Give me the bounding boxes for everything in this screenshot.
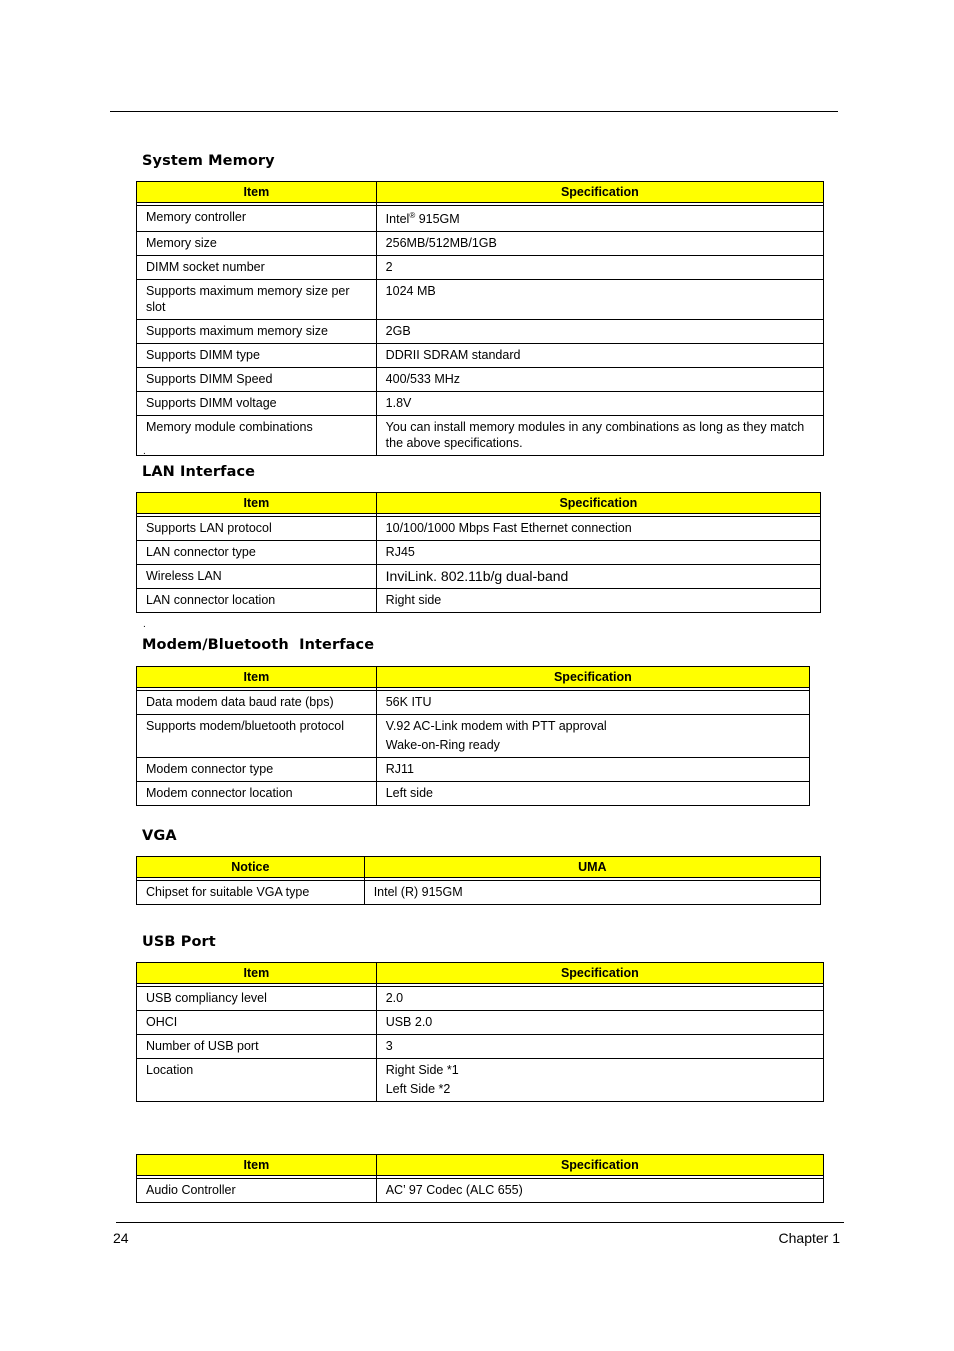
item-cell: Wireless LAN	[137, 565, 377, 589]
table-row	[137, 320, 824, 344]
item-cell: Audio Controller	[137, 1179, 377, 1203]
table-row	[137, 1179, 824, 1203]
section-title-modem-bluetooth-interface	[142, 637, 374, 653]
table-row	[137, 541, 821, 565]
item-cell: Supports LAN protocol	[137, 517, 377, 541]
table-header-row	[137, 182, 824, 203]
column-header-specification: Specification	[376, 963, 823, 984]
spec-cell	[376, 206, 823, 232]
item-cell: OHCI	[137, 1011, 377, 1035]
chapter-label: Chapter 1	[778, 1230, 840, 1246]
table-row	[137, 416, 824, 456]
column-header-specification: Specification	[376, 493, 820, 514]
table-row	[137, 206, 824, 232]
item-cell: Memory module combinations	[137, 416, 377, 456]
spec-cell: 1.8V	[376, 392, 823, 416]
spec-cell: InviLink. 802.11b/g dual-band	[376, 565, 820, 589]
item-cell: USB compliancy level	[137, 987, 377, 1011]
table-row	[137, 280, 824, 320]
table-row	[137, 344, 824, 368]
table-header-row	[137, 1155, 824, 1176]
table-header-row	[137, 667, 810, 688]
spec-cell: 3	[376, 1035, 823, 1059]
spec-line: Wake-on-Ring ready	[385, 738, 500, 752]
column-header-item: Item	[137, 963, 377, 984]
column-header-specification: Specification	[376, 1155, 823, 1176]
item-cell: Number of USB port	[137, 1035, 377, 1059]
column-header-specification: Specification	[376, 182, 823, 203]
spec-text: Intel	[385, 212, 410, 226]
spec-cell	[376, 715, 809, 758]
table-row	[137, 987, 824, 1011]
spec-cell: AC’ 97 Codec (ALC 655)	[376, 1179, 823, 1203]
spec-cell: RJ11	[376, 758, 809, 782]
spec-cell: 400/533 MHz	[376, 368, 823, 392]
registered-mark: ®	[409, 210, 416, 220]
column-header-notice: Notice	[137, 857, 365, 878]
spec-cell: Right side	[376, 589, 820, 613]
section-title-text: Modem/Bluetooth Interface	[142, 637, 375, 653]
item-cell: DIMM socket number	[137, 256, 377, 280]
item-cell: Modem connector location	[137, 782, 377, 806]
column-header-item: Item	[137, 182, 377, 203]
footer-rule	[116, 1222, 844, 1223]
table-row	[137, 368, 824, 392]
spec-cell: Left side	[376, 782, 809, 806]
spec-line: V.92 AC-Link modem with PTT approval	[385, 719, 607, 733]
column-header-item: Item	[137, 667, 377, 688]
audio-table	[136, 1154, 824, 1203]
item-cell: Supports DIMM voltage	[137, 392, 377, 416]
table-header-row	[137, 963, 824, 984]
section-title-system-memory: System Memory	[142, 153, 275, 169]
usb-port-table	[136, 962, 824, 1102]
separator-dot: .	[143, 619, 146, 630]
table-row	[137, 715, 810, 758]
section-title-vga: VGA	[142, 828, 177, 844]
item-cell: Memory controller	[137, 206, 377, 232]
vga-table	[136, 856, 821, 905]
column-header-uma: UMA	[364, 857, 820, 878]
table-row	[137, 232, 824, 256]
lan-interface-table	[136, 492, 821, 613]
table-row	[137, 256, 824, 280]
item-cell: Data modem data baud rate (bps)	[137, 691, 377, 715]
spec-cell: 2GB	[376, 320, 823, 344]
item-cell: Modem connector type	[137, 758, 377, 782]
item-cell: LAN connector location	[137, 589, 377, 613]
section-title-lan-interface: LAN Interface	[142, 464, 256, 480]
table-row	[137, 881, 821, 905]
item-cell: Supports modem/bluetooth protocol	[137, 715, 377, 758]
item-cell: Supports DIMM type	[137, 344, 377, 368]
system-memory-table	[136, 181, 824, 456]
spec-line: Left Side *2	[385, 1082, 451, 1096]
column-header-item: Item	[137, 493, 377, 514]
table-row	[137, 392, 824, 416]
table-row	[137, 1059, 824, 1102]
spec-cell: 56K ITU	[376, 691, 809, 715]
item-cell: Location	[137, 1059, 377, 1102]
spec-line: Right Side *1	[385, 1063, 459, 1077]
spec-cell: 1024 MB	[376, 280, 823, 320]
item-cell: LAN connector type	[137, 541, 377, 565]
table-row	[137, 1035, 824, 1059]
page-number: 24	[113, 1230, 129, 1246]
spec-cell: You can install memory modules in any combinations as long as they match the above specifications.	[376, 416, 823, 456]
spec-cell	[376, 1059, 823, 1102]
table-row	[137, 691, 810, 715]
section-title-usb-port: USB Port	[142, 934, 216, 950]
separator-dot: .	[143, 446, 146, 457]
item-cell: Memory size	[137, 232, 377, 256]
spec-cell: 10/100/1000 Mbps Fast Ethernet connection	[376, 517, 820, 541]
table-row	[137, 565, 821, 589]
spec-cell: USB 2.0	[376, 1011, 823, 1035]
table-row	[137, 758, 810, 782]
item-cell: Supports DIMM Speed	[137, 368, 377, 392]
item-cell: Supports maximum memory size per slot	[137, 280, 377, 320]
spec-cell: DDRII SDRAM standard	[376, 344, 823, 368]
table-row	[137, 517, 821, 541]
spec-cell: 2.0	[376, 987, 823, 1011]
table-row	[137, 589, 821, 613]
table-header-row	[137, 857, 821, 878]
item-cell: Supports maximum memory size	[137, 320, 377, 344]
table-row	[137, 1011, 824, 1035]
item-cell: Chipset for suitable VGA type	[137, 881, 365, 905]
spec-cell: 2	[376, 256, 823, 280]
column-header-specification: Specification	[376, 667, 809, 688]
table-header-row	[137, 493, 821, 514]
column-header-item: Item	[137, 1155, 377, 1176]
spec-cell: 256MB/512MB/1GB	[376, 232, 823, 256]
spec-cell: RJ45	[376, 541, 820, 565]
spec-text: 915GM	[415, 212, 460, 226]
modem-bluetooth-table	[136, 666, 810, 806]
header-rule	[110, 111, 838, 112]
table-row	[137, 782, 810, 806]
spec-cell: Intel (R) 915GM	[364, 881, 820, 905]
